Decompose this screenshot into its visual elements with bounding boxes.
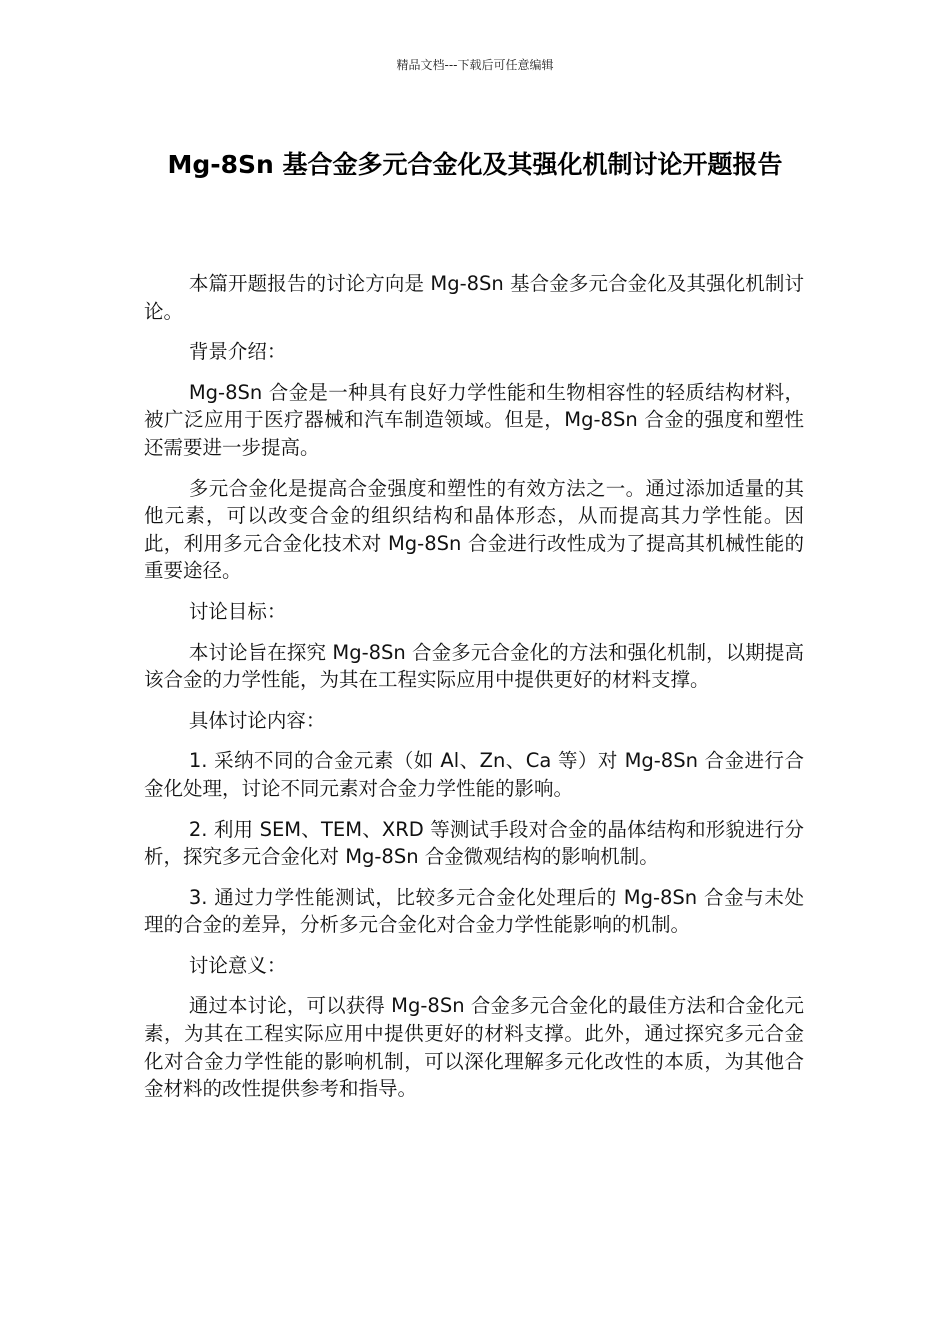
list-item-1: 1. 采纳不同的合金元素（如 Al、Zn、Ca 等）对 Mg-8Sn 合金进行合金化处理，讨论不同元素对合金力学性能的影响。 <box>144 749 804 800</box>
document-title: Mg-8Sn 基合金多元合金化及其强化机制讨论开题报告 <box>167 150 783 179</box>
paragraph-background: Mg-8Sn 合金是一种具有良好力学性能和生物相容性的轻质结构材料，被广泛应用于医疗器械和汽车制造领域。但是，Mg-8Sn 合金的强度和塑性还需要进一步提高。 <box>144 380 804 459</box>
paragraph-intro: 本篇开题报告的讨论方向是 Mg-8Sn 基合金多元合金化及其强化机制讨论。 <box>144 272 804 323</box>
paragraph-significance: 通过本讨论，可以获得 Mg-8Sn 合金多元合金化的最佳方法和合金化元素，为其在工程实际应用中提供更好的材料支撑。此外，通过探究多元合金化对合金力学性能的影响机制，可以深化理解多元化改性的本质，为其他合金材料的改性提供参考和指导。 <box>144 994 804 1101</box>
section-heading-content: 具体讨论内容： <box>188 708 326 732</box>
header-note: 精品文档---下载后可任意编辑 <box>396 58 554 72</box>
list-item-2: 2. 利用 SEM、TEM、XRD 等测试手段对合金的晶体结构和形貌进行分析，探究多元合金化对 Mg-8Sn 合金微观结构的影响机制。 <box>144 817 804 869</box>
section-heading-goal: 讨论目标： <box>188 599 287 623</box>
paragraph-goal: 本讨论旨在探究 Mg-8Sn 合金多元合金化的方法和强化机制，以期提高该合金的力学性能，为其在工程实际应用中提供更好的材料支撑。 <box>144 640 804 692</box>
paragraph-alloying: 多元合金化是提高合金强度和塑性的有效方法之一。通过添加适量的其他元素，可以改变合金的组织结构和晶体形态，从而提高其力学性能。因此，利用多元合金化技术对 Mg-8Sn 合金进行改性成为了提高其机械性能的重要途径。 <box>144 476 804 583</box>
section-heading-significance: 讨论意义： <box>188 953 287 977</box>
section-heading-background: 背景介绍： <box>188 340 287 364</box>
list-item-3: 3. 通过力学性能测试，比较多元合金化处理后的 Mg-8Sn 合金与未处理的合金的差异，分析多元合金化对合金力学性能影响的机制。 <box>144 885 804 937</box>
document-body <box>144 270 804 1116</box>
